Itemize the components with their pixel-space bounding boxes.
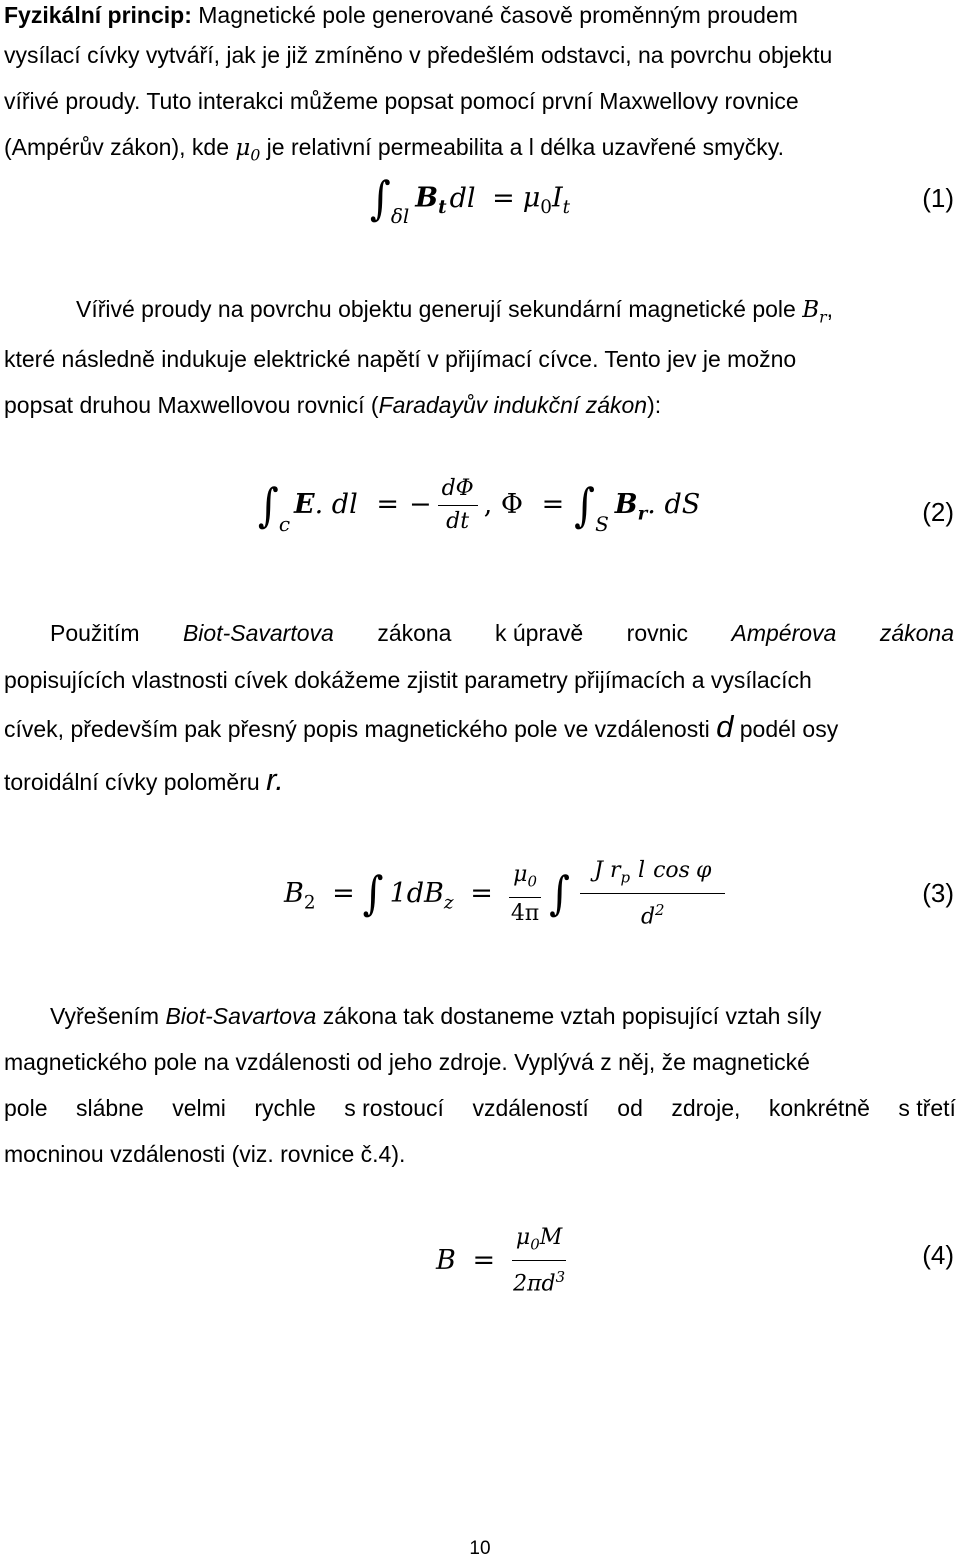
equation-4-number: (4) xyxy=(922,1240,954,1270)
p3-line-4 xyxy=(4,762,284,797)
eq3-B: B xyxy=(284,877,304,909)
p3-word-1: Použitím xyxy=(50,620,140,646)
eq2-fraction xyxy=(438,475,478,536)
p3-word-7: zákona xyxy=(879,620,954,646)
eq2-frac-num: dΦ xyxy=(438,475,478,506)
p4-line-4: mocninou vzdálenosti (viz. rovnice č.4). xyxy=(4,1141,406,1167)
p2-line-1 xyxy=(76,294,833,327)
equation-4 xyxy=(436,1224,575,1299)
eq2-minus: − xyxy=(408,489,432,520)
eq3-integral-2: ∫ xyxy=(549,867,571,921)
eq3-fraction-2 xyxy=(580,857,725,932)
eq4-B: B xyxy=(436,1244,456,1276)
eq3-frac2-num: J $r_p$ l cos φ xyxy=(580,857,725,894)
p1-line-4-b: je relativní permeabilita a l délka uzavřené smyčky. xyxy=(266,134,784,160)
p4-w2: slábne xyxy=(75,1095,144,1121)
eq2-B: B xyxy=(614,489,638,520)
integral-sign-1: ∫ xyxy=(258,479,279,532)
p2-line-3-b: ): xyxy=(647,392,662,418)
eq2-B-sub: r xyxy=(637,503,648,525)
page-number: 10 xyxy=(469,1538,491,1559)
eq3-dB-sub: z xyxy=(443,892,454,914)
eq2-equals-1: = xyxy=(376,489,399,520)
eq3-fraction-1 xyxy=(507,861,543,928)
p1-line-1-text: Magnetické pole generované časově proměnným proudem xyxy=(198,2,798,28)
p3-word-4: k úpravě xyxy=(494,620,584,646)
Br-symbol: $B_r$ xyxy=(802,297,827,327)
p1-line-4 xyxy=(4,132,784,165)
integral-1-subscript: c xyxy=(278,512,291,537)
eq3-integral-1: ∫ xyxy=(362,867,384,921)
p2-line-1-b: , xyxy=(826,296,833,322)
p3-word-2: Biot-Savartova xyxy=(182,620,334,646)
p3-line-2: popisujících vlastnosti cívek dokážeme zjistit parametry přijímacích a vysílacích xyxy=(4,667,812,693)
eq4-equals: = xyxy=(472,1244,496,1276)
eq2-frac-den: dt xyxy=(446,509,470,534)
p3-word-5: rovnic xyxy=(626,620,689,646)
integral-sign-2: ∫ xyxy=(574,479,596,532)
distance-d: d xyxy=(716,709,734,744)
principle-lead: Fyzikální princip: xyxy=(4,2,192,28)
p4-w9: konkrétně xyxy=(768,1095,870,1121)
eq4-frac-den: $2\pi d^3$ xyxy=(513,1268,566,1297)
p4-line-1-b: zákona tak dostaneme vztah popisující vztah síly xyxy=(322,1003,822,1029)
p4-w3: velmi xyxy=(172,1095,226,1121)
p3-line-3-b: podél osy xyxy=(739,716,839,742)
eq2-dl: . dl xyxy=(314,489,358,520)
p4-w10: s třetí xyxy=(898,1095,956,1121)
p3-word-6: Ampérova xyxy=(731,620,837,646)
eq4-frac-num: $\mu_0M$ xyxy=(512,1224,566,1261)
eq1-dl: dl xyxy=(449,182,476,214)
eq4-fraction xyxy=(509,1224,569,1299)
faraday-law: Faradayův indukční zákon xyxy=(378,392,648,418)
eq3-equals-2: = xyxy=(470,877,493,909)
equation-1-number: (1) xyxy=(922,183,954,213)
eq1-B-sub: t xyxy=(438,196,447,218)
equation-2 xyxy=(258,475,700,536)
p3-line-4-a: toroidální cívky poloměru xyxy=(4,769,260,795)
integral-subscript: δl xyxy=(390,203,410,228)
radius-r: r. xyxy=(266,762,284,797)
eq1-I: I xyxy=(551,182,563,214)
eq3-B-sub: 2 xyxy=(303,892,316,914)
equation-2-number: (2) xyxy=(922,497,954,527)
p1-line-3: vířivé proudy. Tuto interakci můžeme popsat pomocí první Maxwellovy rovnice xyxy=(4,88,799,114)
p4-w4: rychle xyxy=(254,1095,316,1121)
eq1-B: B xyxy=(415,182,439,214)
p2-line-2: které následně indukuje elektrické napětí v přijímací cívce. Tento jev je možno xyxy=(4,346,797,372)
biot-savart: Biot-Savartova xyxy=(165,1003,317,1029)
eq3-1dB: 1dB xyxy=(389,877,444,909)
p4-w1: pole xyxy=(4,1095,48,1121)
p3-line-3-a: cívek, především pak přesný popis magnetického pole ve vzdálenosti xyxy=(4,716,710,742)
p4-line-3 xyxy=(4,1093,956,1123)
p4-line-1 xyxy=(50,1001,821,1031)
eq2-dS: . dS xyxy=(647,489,701,520)
equation-3 xyxy=(284,857,731,932)
p4-line-1-a: Vyřešením xyxy=(50,1003,160,1029)
p4-w7: od xyxy=(617,1095,643,1121)
equation-1 xyxy=(370,172,571,228)
eq1-mu-sub: 0 xyxy=(540,196,552,218)
eq1-mu: μ xyxy=(522,182,541,214)
p3-line-3 xyxy=(4,709,839,744)
p3-word-3: zákona xyxy=(377,620,452,646)
integral-sign: ∫ xyxy=(370,172,391,226)
p1-line-2: vysílací cívky vytváří, jak je již zmíněno v předešlém odstavci, na povrchu objektu xyxy=(4,42,833,68)
eq3-frac2-den: $d^2$ xyxy=(640,901,665,930)
eq1-equals: = xyxy=(492,182,515,214)
p2-line-1-a: Vířivé proudy na povrchu objektu generují sekundární magnetické pole xyxy=(76,296,796,322)
p3-line-1 xyxy=(50,618,954,648)
eq2-E: E xyxy=(294,489,315,520)
p2-line-3 xyxy=(4,390,661,420)
eq1-I-sub: t xyxy=(562,196,571,218)
mu-symbol: $\mu_0$ xyxy=(235,135,261,165)
p4-line-2: magnetického pole na vzdálenosti od jeho zdroje. Vyplývá z něj, že magnetické xyxy=(4,1049,810,1075)
eq3-equals-1: = xyxy=(332,877,355,909)
eq3-frac1-den: 4π xyxy=(510,901,540,927)
eq2-equals-2: = xyxy=(541,489,565,520)
p4-w5: s rostoucí xyxy=(344,1095,444,1121)
p2-line-3-a: popsat druhou Maxwellovou rovnicí ( xyxy=(4,392,379,418)
p4-w6: vzdáleností xyxy=(472,1095,589,1121)
integral-2-subscript: S xyxy=(595,512,609,537)
p1-line-1 xyxy=(4,0,798,30)
eq3-frac1-num: $\mu_0$ xyxy=(509,861,541,898)
eq2-comma-phi: , Φ xyxy=(483,489,524,520)
p4-w8: zdroje, xyxy=(671,1095,741,1121)
equation-3-number: (3) xyxy=(922,878,954,908)
p1-line-4-a: (Ampérův zákon), kde xyxy=(4,134,229,160)
